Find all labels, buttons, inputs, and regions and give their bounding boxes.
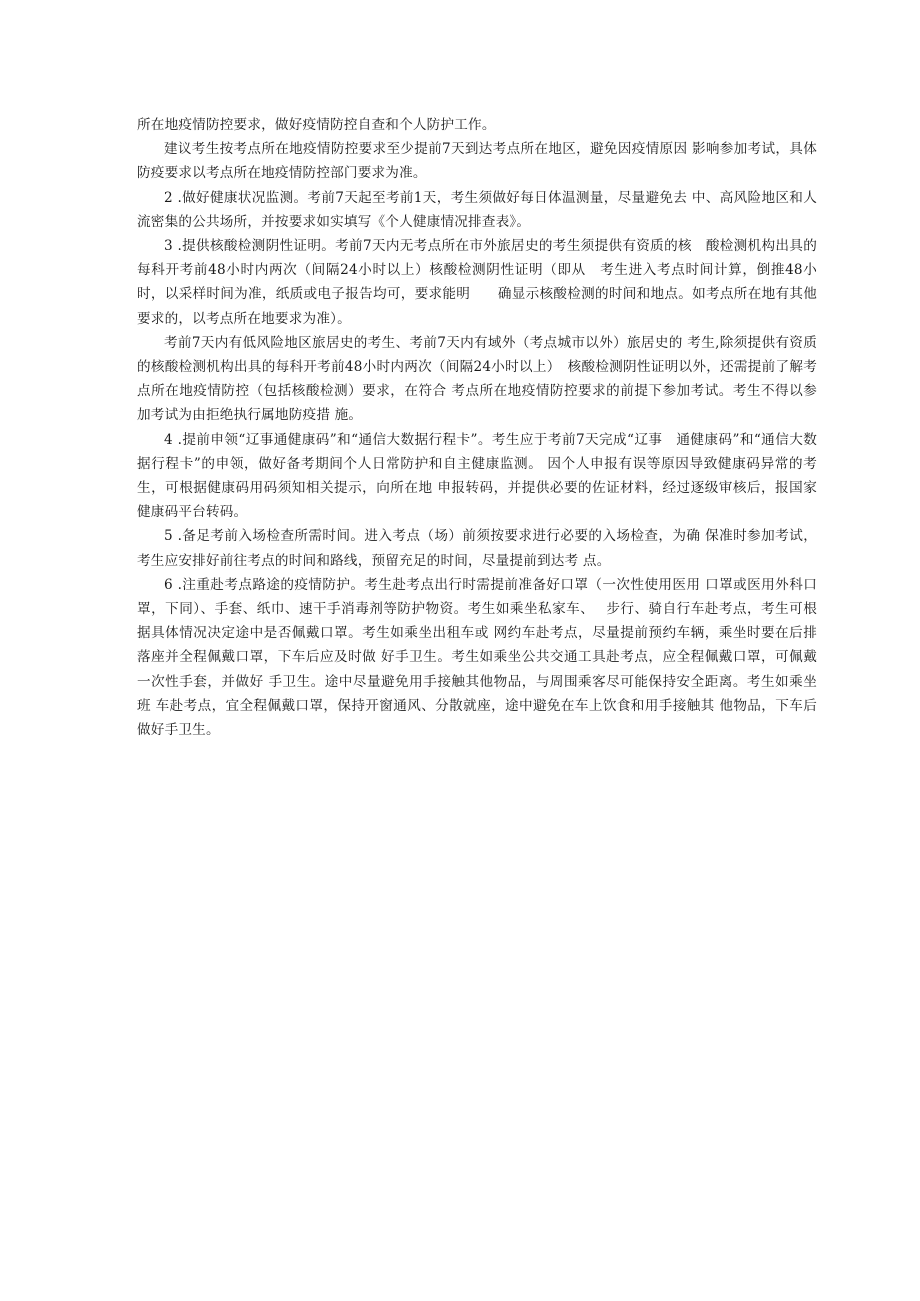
paragraph-arrival-advice: 建议考生按考点所在地疫情防控要求至少提前7天到达考点所在地区，避免因疫情原因 影响参加考试，具体防疫要求以考点所在地疫情防控部门要求为准。 [137, 141, 817, 182]
paragraph-travel-protection: 6 .注重赴考点路途的疫情防护。考生赴考点出行时需提前准备好口罩（一次性使用医用 口罩或医用外科口罩，下同）、手套、纸巾、速干手消毒剂等防护物资。考生如乘坐私家车、 步行、骑自行车赴考点，考生可根据具体情况决定途中是否佩戴口罩。考生如乘坐出租车或 网约车赴考点，尽量提前预约车辆，乘坐时要在后排落座并全程佩戴口罩，下车后应及时做 好手卫生。考生如乘坐公共交通工具赴考点，应全程佩戴口罩，可佩戴一次性手套，并做好 手卫生。途中尽量避免用手接触其他物品，与周围乘客尽可能保持安全距离。考生如乘坐班 车赴考点，宜全程佩戴口罩，保持开窗通风、分散就座，途中避免在车上饮食和用手接触其 他物品，下车后做好手卫生。 [137, 576, 817, 739]
paragraph-health-code: 4 .提前申领“辽事通健康码”和“通信大数据行程卡”。考生应于考前7天完成“辽事 通健康码”和“通信大数据行程卡”的申领，做好备考期间个人日常防护和自主健康监测。 因个人申报有误等原因导致健康码异常的考生，可根据健康码用码须知相关提示，向所在地 申报转码，并提供必要的佐证材料，经过逐级审核后，报国家健康码平台转码。 [137, 431, 817, 521]
paragraph-low-risk-travel: 考前7天内有低风险地区旅居史的考生、考前7天内有域外（考点城市以外）旅居史的 考生,除须提供有资质的核酸检测机构出具的每科开考前48小时内两次（间隔24小时以上） 核酸检测阴性证明以外，还需提前了解考点所在地疫情防控（包括核酸检测）要求，在符合 考点所在地疫情防控要求的前提下参加考试。考生不得以参加考试为由拒绝执行属地防疫措 施。 [137, 334, 817, 424]
paragraph-nucleic-acid-proof: 3 .提供核酸检测阴性证明。考前7天内无考点所在市外旅居史的考生须提供有资质的核 酸检测机构出具的每科开考前48小时内两次（间隔24小时以上）核酸检测阴性证明（即从 考生进入考点时间计算，倒推48小时，以采样时间为准，纸质或电子报告均可，要求能明 确显示核酸检测的时间和地点。如考点所在地有其他要求的，以考点所在地要求为准）。 [137, 238, 817, 327]
document-page [137, 113, 817, 742]
paragraph-intro-continuation: 所在地疫情防控要求，做好疫情防控自查和个人防护工作。 [137, 117, 496, 133]
paragraph-health-monitoring: 2 .做好健康状况监测。考前7天起至考前1天，考生须做好每日体温测量，尽量避免去 中、高风险地区和人流密集的公共场所，并按要求如实填写《个人健康情况排查表》。 [137, 189, 817, 230]
paragraph-entry-check-time: 5 .备足考前入场检查所需时间。进入考点（场）前须按要求进行必要的入场检查，为确 保准时参加考试，考生应安排好前往考点的时间和路线，预留充足的时间，尽量提前到达考 点。 [137, 528, 817, 569]
